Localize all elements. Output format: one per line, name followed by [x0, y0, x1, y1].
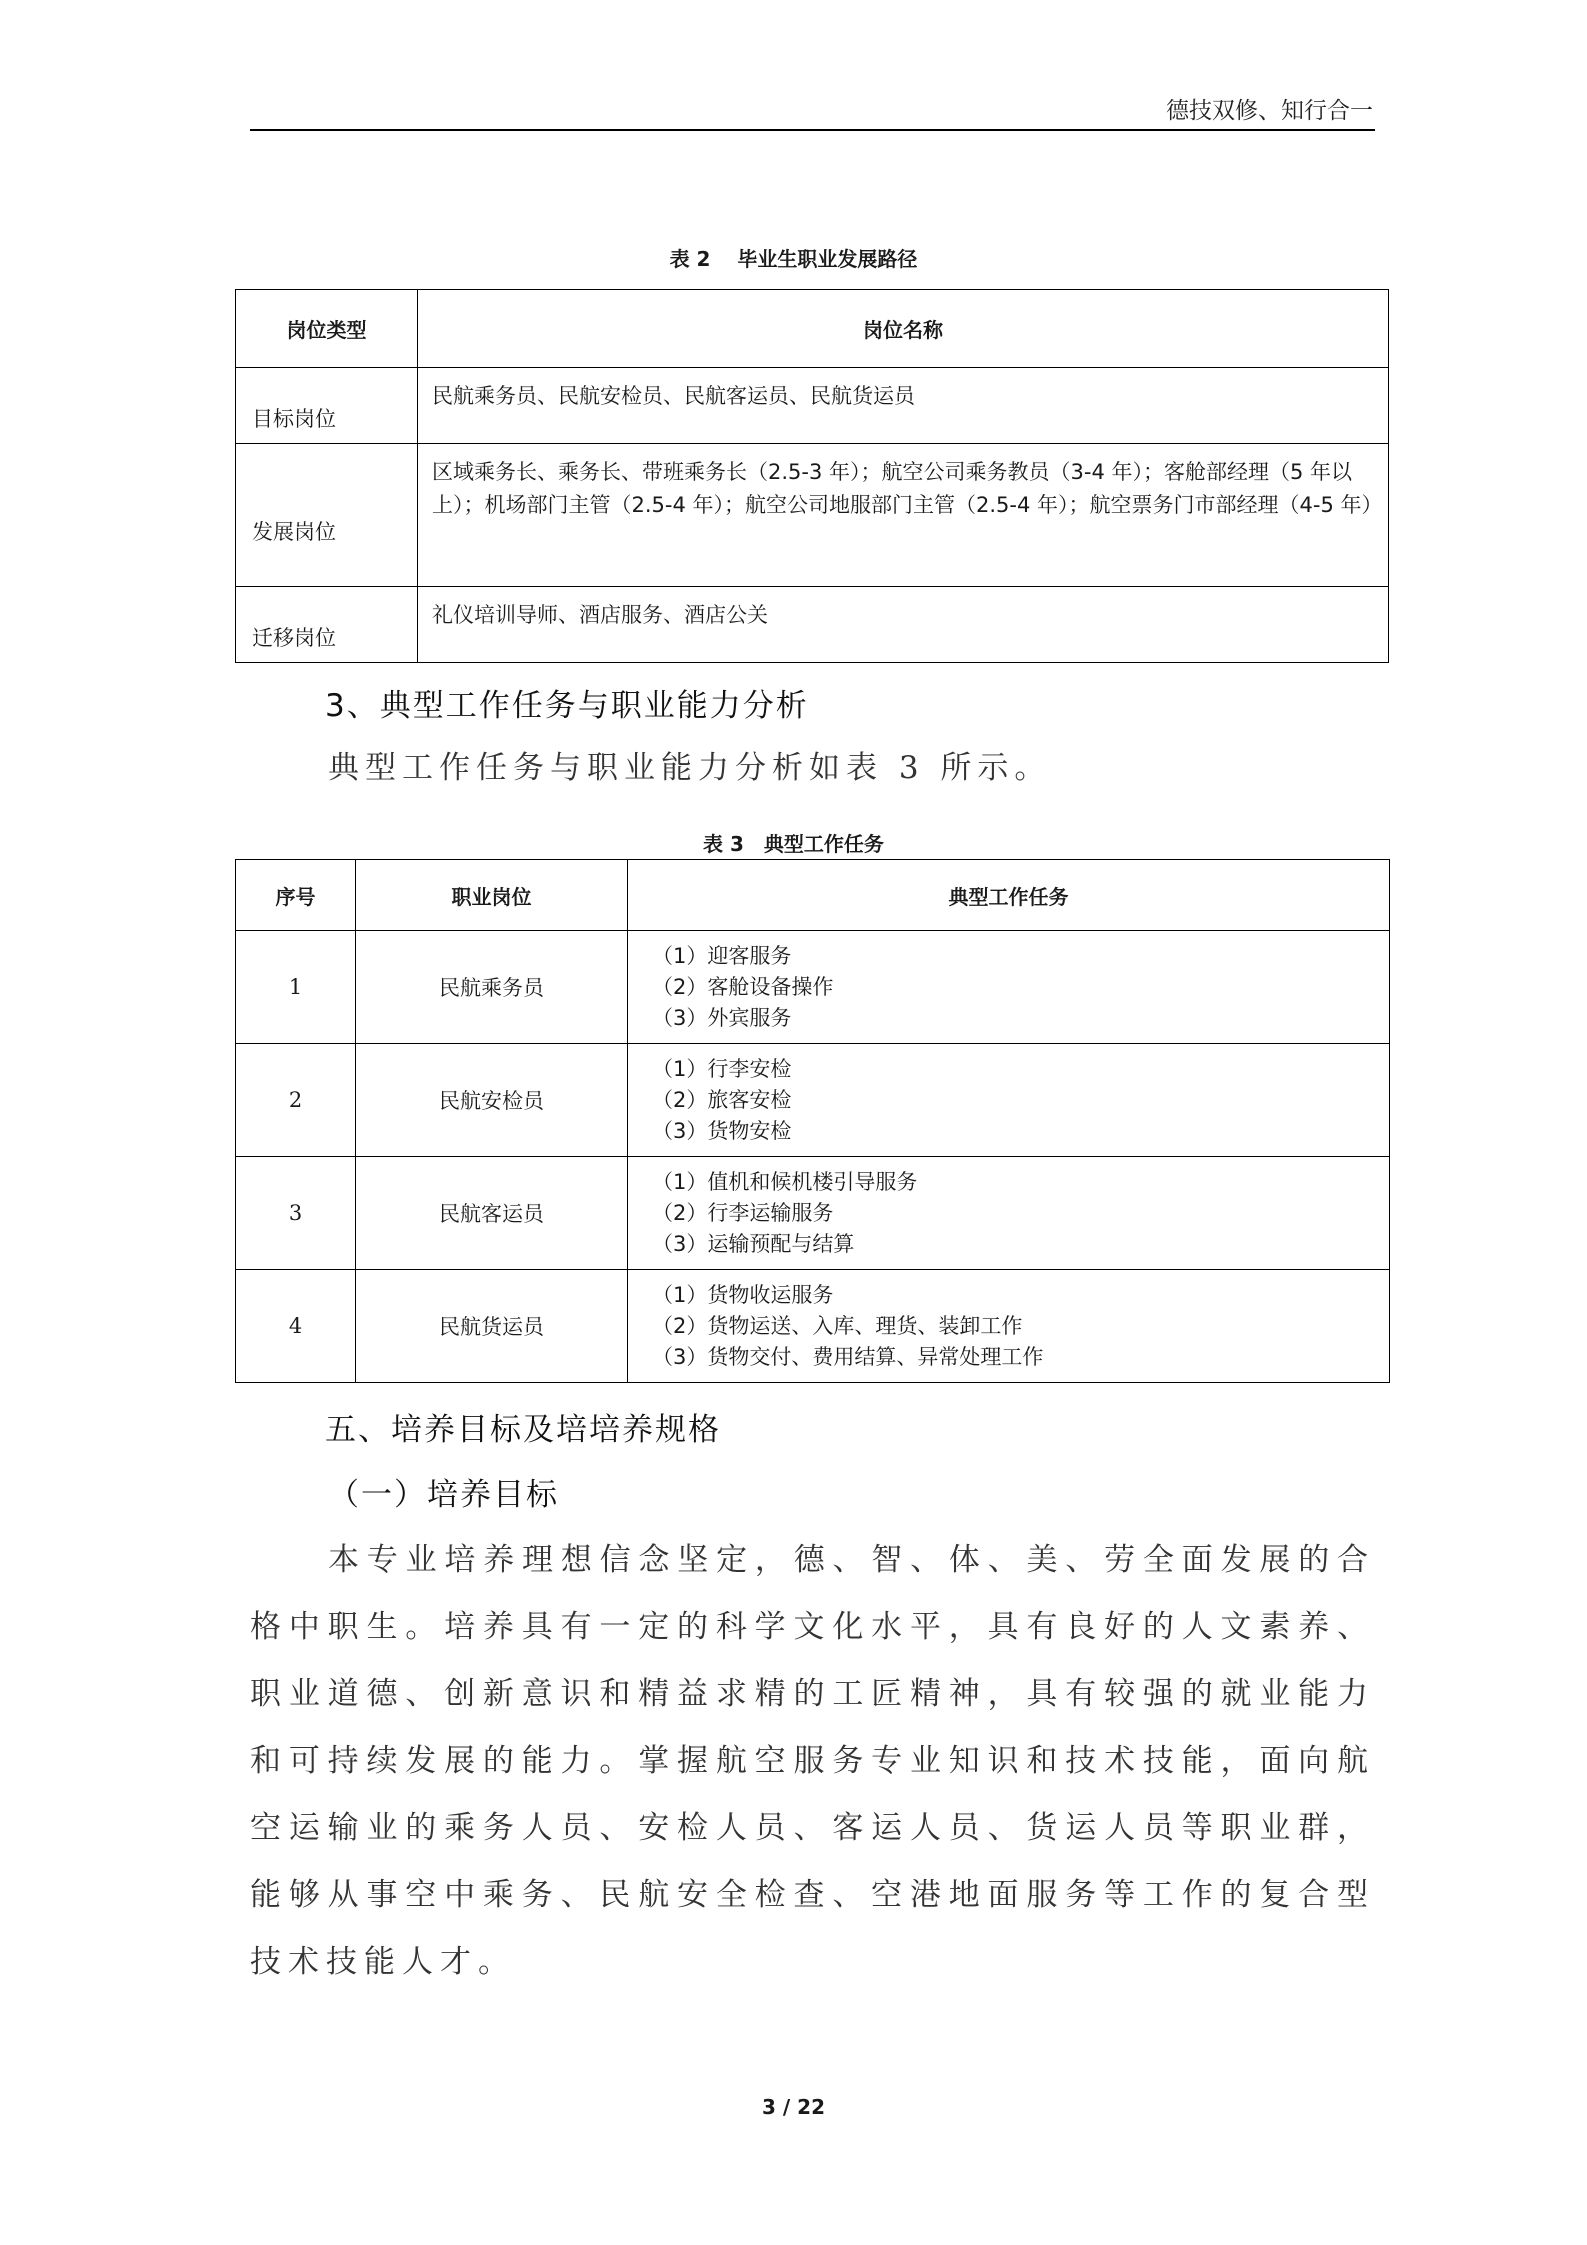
page-number: 3 / 22 — [762, 2095, 825, 2119]
section3-intro: 典型工作任务与职业能力分析如表 3 所示。 — [328, 750, 1052, 786]
row-number: 2 — [236, 1044, 356, 1157]
task-item: （2）旅客安检 — [652, 1087, 792, 1112]
section5-subheading: （一）培养目标 — [328, 1477, 559, 1513]
job-post: 民航安检员 — [356, 1044, 628, 1157]
column-header: 岗位名称 — [418, 290, 1389, 368]
task-item: （2）行李运输服务 — [652, 1200, 834, 1225]
column-header: 序号 — [236, 860, 356, 931]
table-row — [236, 1044, 1390, 1157]
typical-tasks-table — [235, 859, 1390, 1383]
job-post: 民航乘务员 — [356, 931, 628, 1044]
task-item: （1）货物收运服务 — [652, 1282, 834, 1307]
row-number: 4 — [236, 1270, 356, 1383]
career-path-table — [235, 289, 1389, 663]
post-type-cell: 目标岗位 — [236, 368, 418, 444]
section5-heading: 五、培养目标及培培养规格 — [325, 1412, 721, 1448]
post-names-cell: 民航乘务员、民航安检员、民航客运员、民航货运员 — [418, 368, 1389, 444]
header-rule — [250, 129, 1375, 131]
post-type-cell: 迁移岗位 — [236, 587, 418, 663]
table-row — [236, 444, 1389, 587]
table-row — [236, 368, 1389, 444]
header-motto: 德技双修、知行合一 — [1166, 98, 1373, 124]
table-row — [236, 1157, 1390, 1270]
task-item: （2）客舱设备操作 — [652, 974, 834, 999]
task-item: （3）运输预配与结算 — [652, 1231, 855, 1256]
column-header: 典型工作任务 — [628, 860, 1390, 931]
task-item: （1）行李安检 — [652, 1056, 792, 1081]
table2-caption: 表 2 毕业生职业发展路径 — [669, 247, 918, 271]
task-list — [628, 1270, 1390, 1383]
table-header-row — [236, 290, 1389, 368]
task-item: （2）货物运送、入库、理货、装卸工作 — [652, 1313, 1023, 1338]
post-type-cell: 发展岗位 — [236, 444, 418, 587]
task-item: （3）货物交付、费用结算、异常处理工作 — [652, 1344, 1044, 1369]
task-list — [628, 1044, 1390, 1157]
table-row — [236, 931, 1390, 1044]
row-number: 1 — [236, 931, 356, 1044]
task-item: （1）值机和候机楼引导服务 — [652, 1169, 918, 1194]
task-list — [628, 1157, 1390, 1270]
column-header: 职业岗位 — [356, 860, 628, 931]
task-item: （3）外宾服务 — [652, 1005, 792, 1030]
table3-caption: 表 3 典型工作任务 — [703, 832, 884, 856]
post-names-cell: 区域乘务长、乘务长、带班乘务长（2.5-3 年）；航空公司乘务教员（3-4 年）；客舱部经理（5 年以上）；机场部门主管（2.5-4 年）；航空公司地服部门主管（2.5-4 年）；航空票务门市部经理（4-5 年） — [418, 444, 1389, 587]
table-row — [236, 587, 1389, 663]
task-item: （1）迎客服务 — [652, 943, 792, 968]
table-row — [236, 1270, 1390, 1383]
training-goal-paragraph: 本专业培养理想信念坚定，德、智、体、美、劳全面发展的合格中职生。培养具有一定的科学文化水平，具有良好的人文素养、职业道德、创新意识和精益求精的工匠精神，具有较强的就业能力和可持续发展的能力。掌握航空服务专业知识和技术技能，面向航空运输业的乘务人员、安检人员、客运人员、货运人员等职业群，能够从事空中乘务、民航安全检查、空港地面服务等工作的复合型技术技能人才。 — [250, 1542, 1375, 1980]
row-number: 3 — [236, 1157, 356, 1270]
job-post: 民航客运员 — [356, 1157, 628, 1270]
task-list — [628, 931, 1390, 1044]
column-header: 岗位类型 — [236, 290, 418, 368]
section3-heading: 3、典型工作任务与职业能力分析 — [325, 688, 809, 724]
task-item: （3）货物安检 — [652, 1118, 792, 1143]
table-header-row — [236, 860, 1390, 931]
post-names-cell: 礼仪培训导师、酒店服务、酒店公关 — [418, 587, 1389, 663]
job-post: 民航货运员 — [356, 1270, 628, 1383]
